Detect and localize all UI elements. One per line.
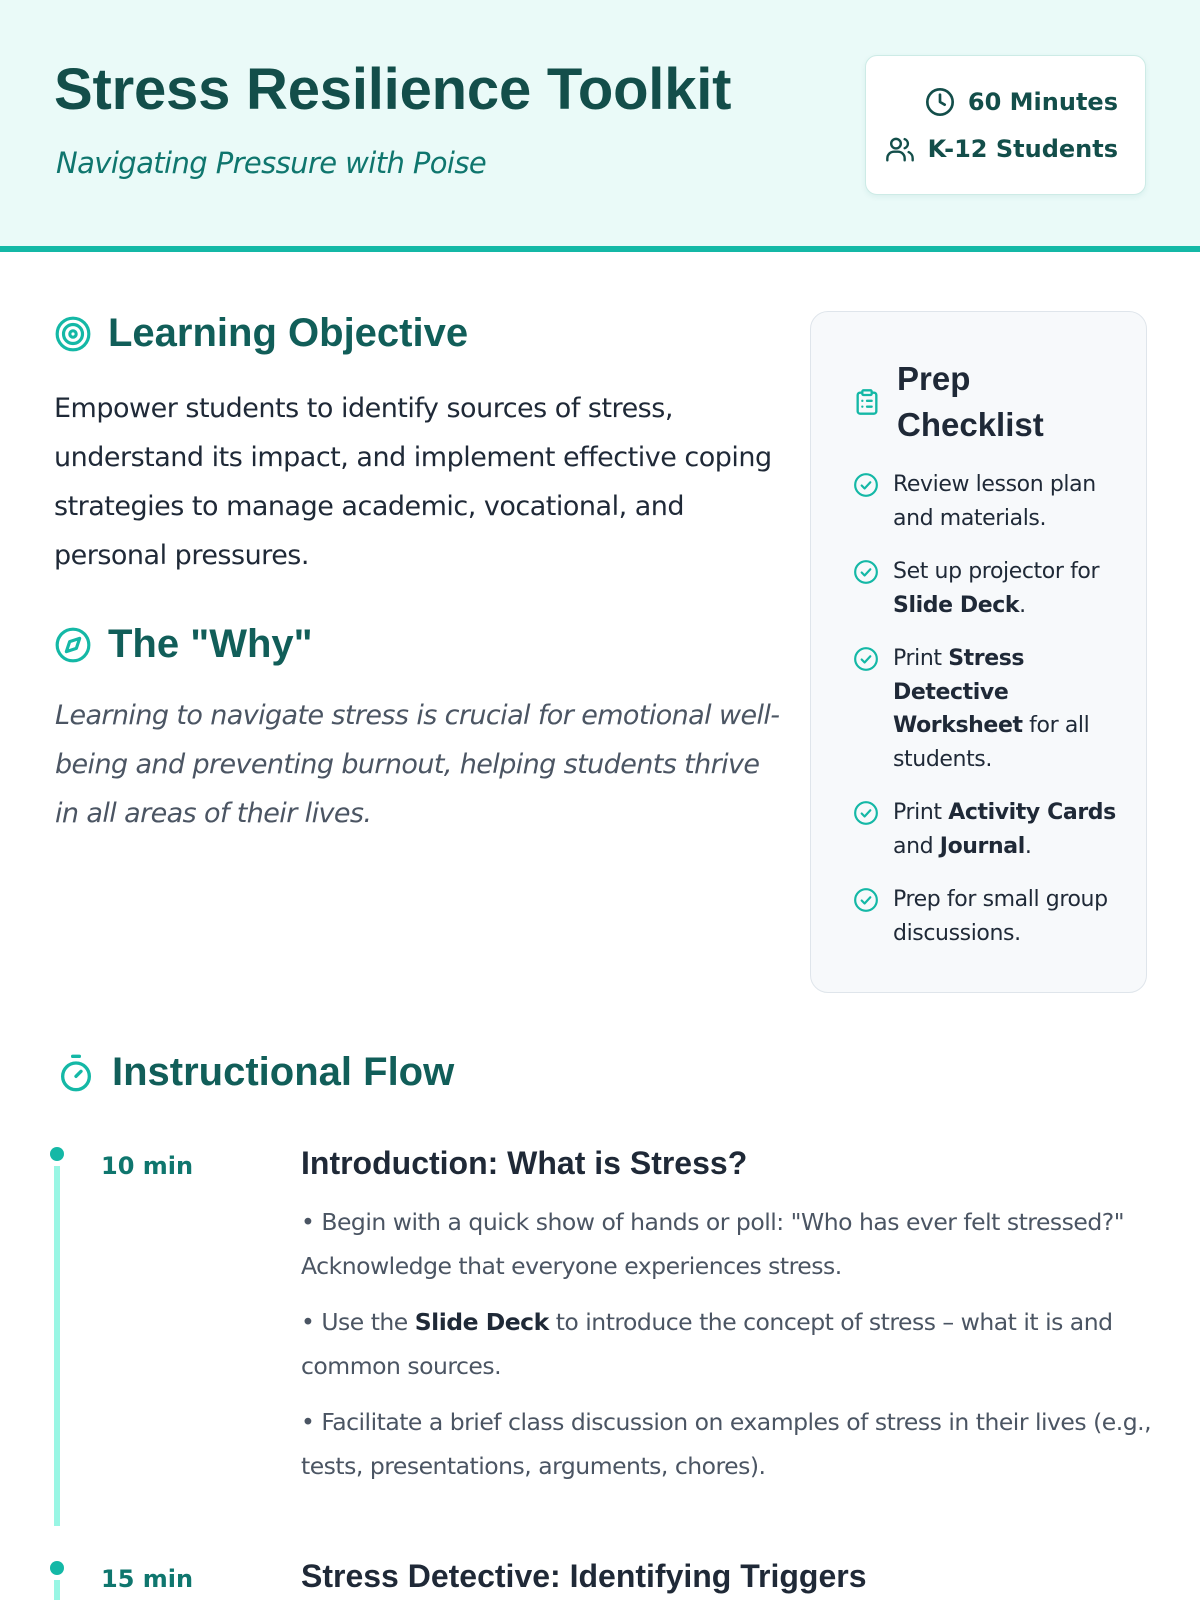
timeline-dot [50,1561,64,1575]
learning-objective-title: Learning Objective [108,311,469,355]
why-title: The "Why" [108,622,313,666]
learning-objective-text: Empower students to identify sources of stress, understand its impact, and implement effective coping strategies to manage academic, vocational, and personal pressures. [54,393,772,571]
checklist-item-text [893,468,1123,535]
checklist-item-text [893,555,1123,622]
step-bullet [301,1301,1156,1388]
clock-icon [924,86,956,118]
bold-term: Slide Deck [414,1308,549,1336]
bold-term: Slide Deck [893,592,1020,618]
instructional-flow-heading [56,1050,454,1095]
lesson-meta-card [865,55,1146,195]
checklist-item-text [893,642,1123,776]
compass-icon [54,626,92,664]
timeline-dot [50,1147,64,1161]
check-circle-icon [853,559,879,585]
bold-term: Stress Detective Worksheet [893,646,1025,738]
text-fragment: Prep for small group discussions. [893,887,1108,946]
step-title: Stress Detective: Identifying Triggers [301,1558,867,1594]
learning-objective-heading [54,311,468,356]
text-fragment: Print [893,800,949,825]
prep-checklist-card [810,311,1147,993]
prep-checklist-heading [853,356,1067,448]
checklist-item-text [893,883,1123,950]
target-icon [54,315,92,353]
duration-row [924,86,1118,118]
stopwatch-icon [56,1052,96,1094]
text-fragment: . [1019,592,1026,618]
instructional-flow-title: Instructional Flow [112,1050,455,1094]
step-duration: 10 min [101,1152,194,1180]
audience-row [884,133,1118,165]
text-fragment: • Begin with a quick show of hands or poll: "Who has ever felt stressed?" Acknowledge that everyone experiences stress. [301,1208,1125,1280]
checklist-item [853,796,1123,863]
text-fragment: for all students. [893,713,1090,772]
text-fragment: • Use the [301,1308,415,1336]
checklist-item [853,468,1123,535]
text-fragment: and [893,833,940,859]
audience-label: K-12 Students [927,135,1118,163]
check-circle-icon [853,472,879,498]
clipboard-icon [853,387,881,417]
text-fragment: to introduce the concept of stress – what it is and common sources. [301,1308,1113,1380]
timeline-line [54,1166,60,1526]
text-fragment: • Facilitate a brief class discussion on examples of stress in their lives (e.g., tests, presentations, arguments, chores). [301,1408,1152,1480]
check-circle-icon [853,800,879,826]
bold-term: Journal [939,833,1025,859]
text-fragment: Set up projector for [893,559,1100,584]
why-text: Learning to navigate stress is crucial for emotional well-being and preventing burnout, helping students thrive in all areas of their lives. [55,700,780,829]
timeline-line [54,1580,60,1600]
checklist-item [853,883,1123,950]
text-fragment: Print [893,646,949,671]
why-heading [54,622,313,667]
checklist-item [853,555,1123,622]
step-bullet-list [301,1201,1156,1501]
text-fragment: Review lesson plan and materials. [893,472,1096,531]
step-title: Introduction: What is Stress? [301,1145,748,1181]
step-duration: 15 min [101,1565,194,1593]
prep-checklist-title: Prep Checklist [897,360,1044,443]
checklist-item-text [893,796,1123,863]
page-header [0,0,1200,252]
prep-checklist [853,468,1123,970]
check-circle-icon [853,646,879,672]
page-title: Stress Resilience Toolkit [54,57,732,122]
step-bullet [301,1401,1156,1488]
page-subtitle: Navigating Pressure with Poise [56,146,487,180]
checklist-item [853,642,1123,776]
step-bullet [301,1201,1156,1288]
check-circle-icon [853,887,879,913]
bold-term: Activity Cards [948,800,1116,825]
text-fragment: . [1024,833,1032,859]
duration-label: 60 Minutes [967,88,1118,116]
users-icon [884,133,916,165]
